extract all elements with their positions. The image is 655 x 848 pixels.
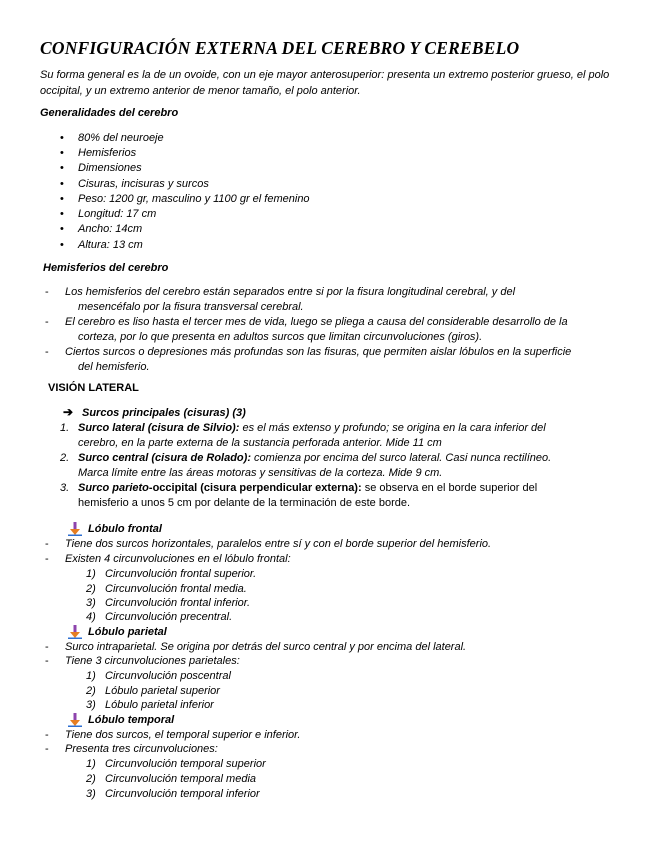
down-arrow-bullet-icon (68, 625, 82, 639)
surco-item-line: cerebro, en la parte externa de la sustancia perforada anterior. Mide 11 cm (78, 437, 442, 449)
bullet-dot: • (60, 208, 64, 220)
list-number: 2. (60, 452, 70, 464)
list-number: 4) (86, 611, 96, 623)
list-number: 2) (86, 685, 96, 697)
lobe-heading-frontal: Lóbulo frontal (88, 523, 162, 535)
list-number: 1) (86, 568, 96, 580)
intro-paragraph: Su forma general es la de un ovoide, con un eje mayor anterosuperior: presenta un extremo posterior grueso, el polo occipital, y un extremo anterior de menor tamaño, el polo anterior. (40, 69, 610, 97)
surco-item-line (78, 451, 551, 465)
list-number: 3) (86, 788, 96, 800)
lobe-heading-temporal: Lóbulo temporal (88, 714, 175, 726)
lobe-heading-parietal: Lóbulo parietal (88, 626, 167, 638)
list-item: Circunvolución temporal superior (105, 758, 266, 770)
down-arrow-bullet-icon (68, 713, 82, 727)
dash-marker: - (45, 641, 49, 653)
paragraph-line: corteza, por lo que presenta en adultos surcos que limitan circunvoluciones (giros). (78, 331, 483, 343)
list-item: Tiene dos surcos, el temporal superior e inferior. (65, 729, 301, 741)
paragraph-line: del hemisferio. (78, 361, 150, 373)
dash-marker: - (45, 729, 49, 741)
list-item: Ancho: 14cm (78, 223, 143, 235)
paragraph-line: El cerebro es liso hasta el tercer mes de vida, luego se pliega a causa del considerable desarrollo de la (65, 316, 568, 328)
list-item: Cisuras, incisuras y surcos (78, 178, 209, 190)
bullet-dot: • (60, 239, 64, 251)
surco-description: comienza por encima del surco lateral. Casi nunca rectilíneo. (254, 452, 552, 464)
list-item: Dimensiones (78, 162, 142, 174)
subsection-heading-surcos: Surcos principales (cisuras) (3) (82, 407, 246, 419)
surco-item-line (78, 481, 537, 495)
surco-name: Surco lateral (cisura de Silvio): (78, 422, 240, 434)
section-heading-hemisferios: Hemisferios del cerebro (43, 262, 169, 274)
list-number: 1. (60, 422, 70, 434)
list-item: Hemisferios (78, 147, 137, 159)
list-item: Lóbulo parietal superior (105, 685, 220, 697)
list-item: Surco intraparietal. Se origina por detrás del surco central y por encima del lateral. (65, 641, 467, 653)
dash-marker: - (45, 316, 49, 328)
surco-item-line (78, 421, 546, 435)
surco-item-line: Marca límite entre las áreas motoras y sensitivas de la corteza. Mide 9 cm. (78, 467, 443, 479)
list-item: Circunvolución temporal inferior (105, 788, 260, 800)
list-item: Circunvolución temporal media (105, 773, 257, 785)
list-number: 2) (86, 773, 96, 785)
paragraph-line: mesencéfalo por la fisura transversal cerebral. (78, 301, 304, 313)
list-item: Tiene 3 circunvoluciones parietales: (65, 655, 240, 667)
list-item: Peso: 1200 gr, masculino y 1100 gr el femenino (78, 193, 310, 205)
list-item: Circunvolución frontal superior. (105, 568, 257, 580)
surco-description: se observa en el borde superior del (364, 482, 538, 494)
surco-item-line: hemisferio a unos 5 cm por delante de la terminación de este borde. (78, 497, 411, 509)
list-item: Altura: 13 cm (78, 239, 143, 251)
dash-marker: - (45, 553, 49, 565)
list-number: 1) (86, 758, 96, 770)
list-item: Tiene dos surcos horizontales, paralelos entre sí y con el borde superior del hemisferio. (65, 538, 492, 550)
down-arrow-bullet-icon (68, 522, 82, 536)
list-number: 2) (86, 583, 96, 595)
paragraph-line: Ciertos surcos o depresiones más profundas son las fisuras, que permiten aislar lóbulos en la superficie (65, 346, 572, 358)
list-item: Circunvolución frontal inferior. (105, 597, 251, 609)
dash-marker: - (45, 655, 49, 667)
surco-description: es el más extenso y profundo; se origina en la cara inferior del (242, 422, 546, 434)
dash-marker: - (45, 743, 49, 755)
list-item: Circunvolución poscentral (105, 670, 231, 682)
surco-name: Surco central (cisura de Rolado): (78, 452, 251, 464)
arrow-right-icon: ➔ (63, 405, 74, 419)
bullet-dot: • (60, 193, 64, 205)
surco-name: Surco parieto (78, 482, 149, 494)
section-heading-generalidades: Generalidades del cerebro (40, 107, 179, 119)
page-title: CONFIGURACIÓN EXTERNA DEL CEREBRO Y CEREBELO (40, 38, 520, 58)
list-number: 3) (86, 699, 96, 711)
list-number: 3. (60, 482, 70, 494)
section-heading-vision-lateral: VISIÓN LATERAL (48, 382, 139, 394)
list-item: 80% del neuroeje (78, 132, 164, 144)
bullet-dot: • (60, 147, 64, 159)
bullet-dot: • (60, 132, 64, 144)
dash-marker: - (45, 286, 49, 298)
bullet-dot: • (60, 223, 64, 235)
list-item: Circunvolución precentral. (105, 611, 233, 623)
list-item: Circunvolución frontal media. (105, 583, 247, 595)
paragraph-line: Los hemisferios del cerebro están separados entre si por la fisura longitudinal cerebral, y del (65, 286, 516, 298)
dash-marker: - (45, 346, 49, 358)
list-number: 1) (86, 670, 96, 682)
bullet-dot: • (60, 178, 64, 190)
list-item: Presenta tres circunvoluciones: (65, 743, 218, 755)
list-item: Longitud: 17 cm (78, 208, 157, 220)
surco-name-suffix: -occipital (cisura perpendicular externa): (148, 482, 362, 494)
dash-marker: - (45, 538, 49, 550)
list-item: Existen 4 circunvoluciones en el lóbulo frontal: (65, 553, 291, 565)
list-number: 3) (86, 597, 96, 609)
bullet-dot: • (60, 162, 64, 174)
list-item: Lóbulo parietal inferior (105, 699, 214, 711)
